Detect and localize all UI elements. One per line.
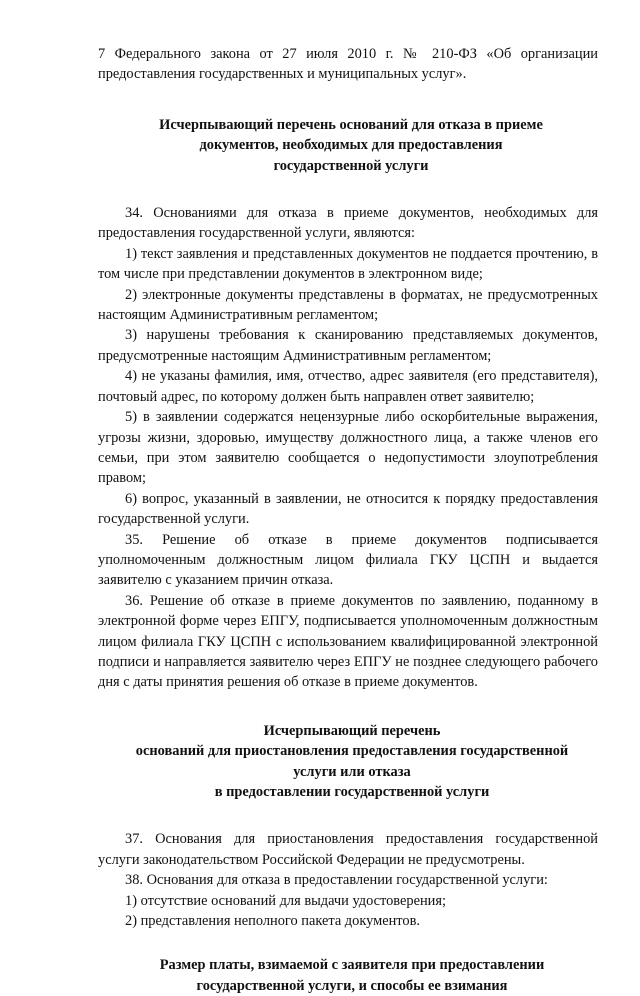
section-heading-fee [98, 955, 598, 996]
paragraph-34: 34. Основаниями для отказа в приеме документов, необходимых для предоставления государственной услуги, являются: [98, 205, 598, 242]
list-item-2: 2) электронные документы представлены в форматах, не предусмотренных настоящим Административным регламентом; [98, 286, 598, 324]
heading-line: Размер платы, взимаемой с заявителя при предоставлении [159, 957, 545, 974]
list-item-3: 3) нарушены требования к сканированию представляемых документов, предусмотренные настоящим Административным регламентом; [98, 327, 598, 364]
intro-paragraph: 7 Федерального закона от 27 июля 2010 г. № 210-ФЗ «Об организации предоставления государственных и муниципальных услуг». [98, 46, 598, 83]
heading-line: в предоставлении государственной услуги [214, 784, 490, 800]
section-heading-suspension-refusal [98, 721, 598, 803]
heading-line: услуги или отказа [293, 763, 411, 780]
heading-line: государственной услуги [273, 157, 429, 174]
heading-line: Исчерпывающий перечень оснований для отказа в приеме [159, 116, 543, 133]
list-item-1: 1) отсутствие оснований для выдачи удостоверения; [125, 892, 446, 909]
paragraph-36: 36. Решение об отказе в приеме документов по заявлению, поданному в электронной форме через ЕПГУ, подписывается уполномоченным должностным лицом филиала ГКУ ЦСПН с использованием квалифицированной электронной подписи и направляется заявителю через ЕПГУ не позднее следующего рабочего дня с даты принятия решения об отказе в приеме документов. [98, 592, 598, 691]
list-item-2: 2) представления неполного пакета документов. [125, 913, 420, 930]
heading-line: государственной услуги, и способы ее взимания [196, 977, 508, 994]
paragraph-38: 38. Основания для отказа в предоставлении государственной услуги: [125, 872, 548, 889]
heading-line: документов, необходимых для предоставления [199, 137, 503, 154]
list-item-1: 1) текст заявления и представленных документов не поддается прочтению, в том числе при представлении документов в электронном виде; [98, 245, 598, 283]
heading-line: оснований для приостановления предоставления государственной [135, 743, 569, 760]
heading-line: Исчерпывающий перечень [263, 722, 441, 739]
list-item-4: 4) не указаны фамилия, имя, отчество, адрес заявителя (его представителя), почтовый адрес, по которому должен быть направлен ответ заявителю; [98, 368, 598, 405]
paragraph-37: 37. Основания для приостановления предоставления государственной услуги законодательством Российской Федерации не предусмотрены. [98, 831, 598, 868]
list-item-5: 5) в заявлении содержатся нецензурные либо оскорбительные выражения, угрозы жизни, здоровью, имуществу должностного лица, а также членов его семьи, при этом заявителю сообщается о недопустимости злоупотребления правом; [98, 409, 598, 487]
list-item-6: 6) вопрос, указанный в заявлении, не относится к порядку предоставления государственной услуги. [98, 490, 598, 528]
section-heading-refusal-acceptance [98, 115, 598, 176]
paragraph-35: 35. Решение об отказе в приеме документов подписывается уполномоченным должностным лицом филиала ГКУ ЦСПН и выдается заявителю с указанием причин отказа. [98, 531, 598, 589]
